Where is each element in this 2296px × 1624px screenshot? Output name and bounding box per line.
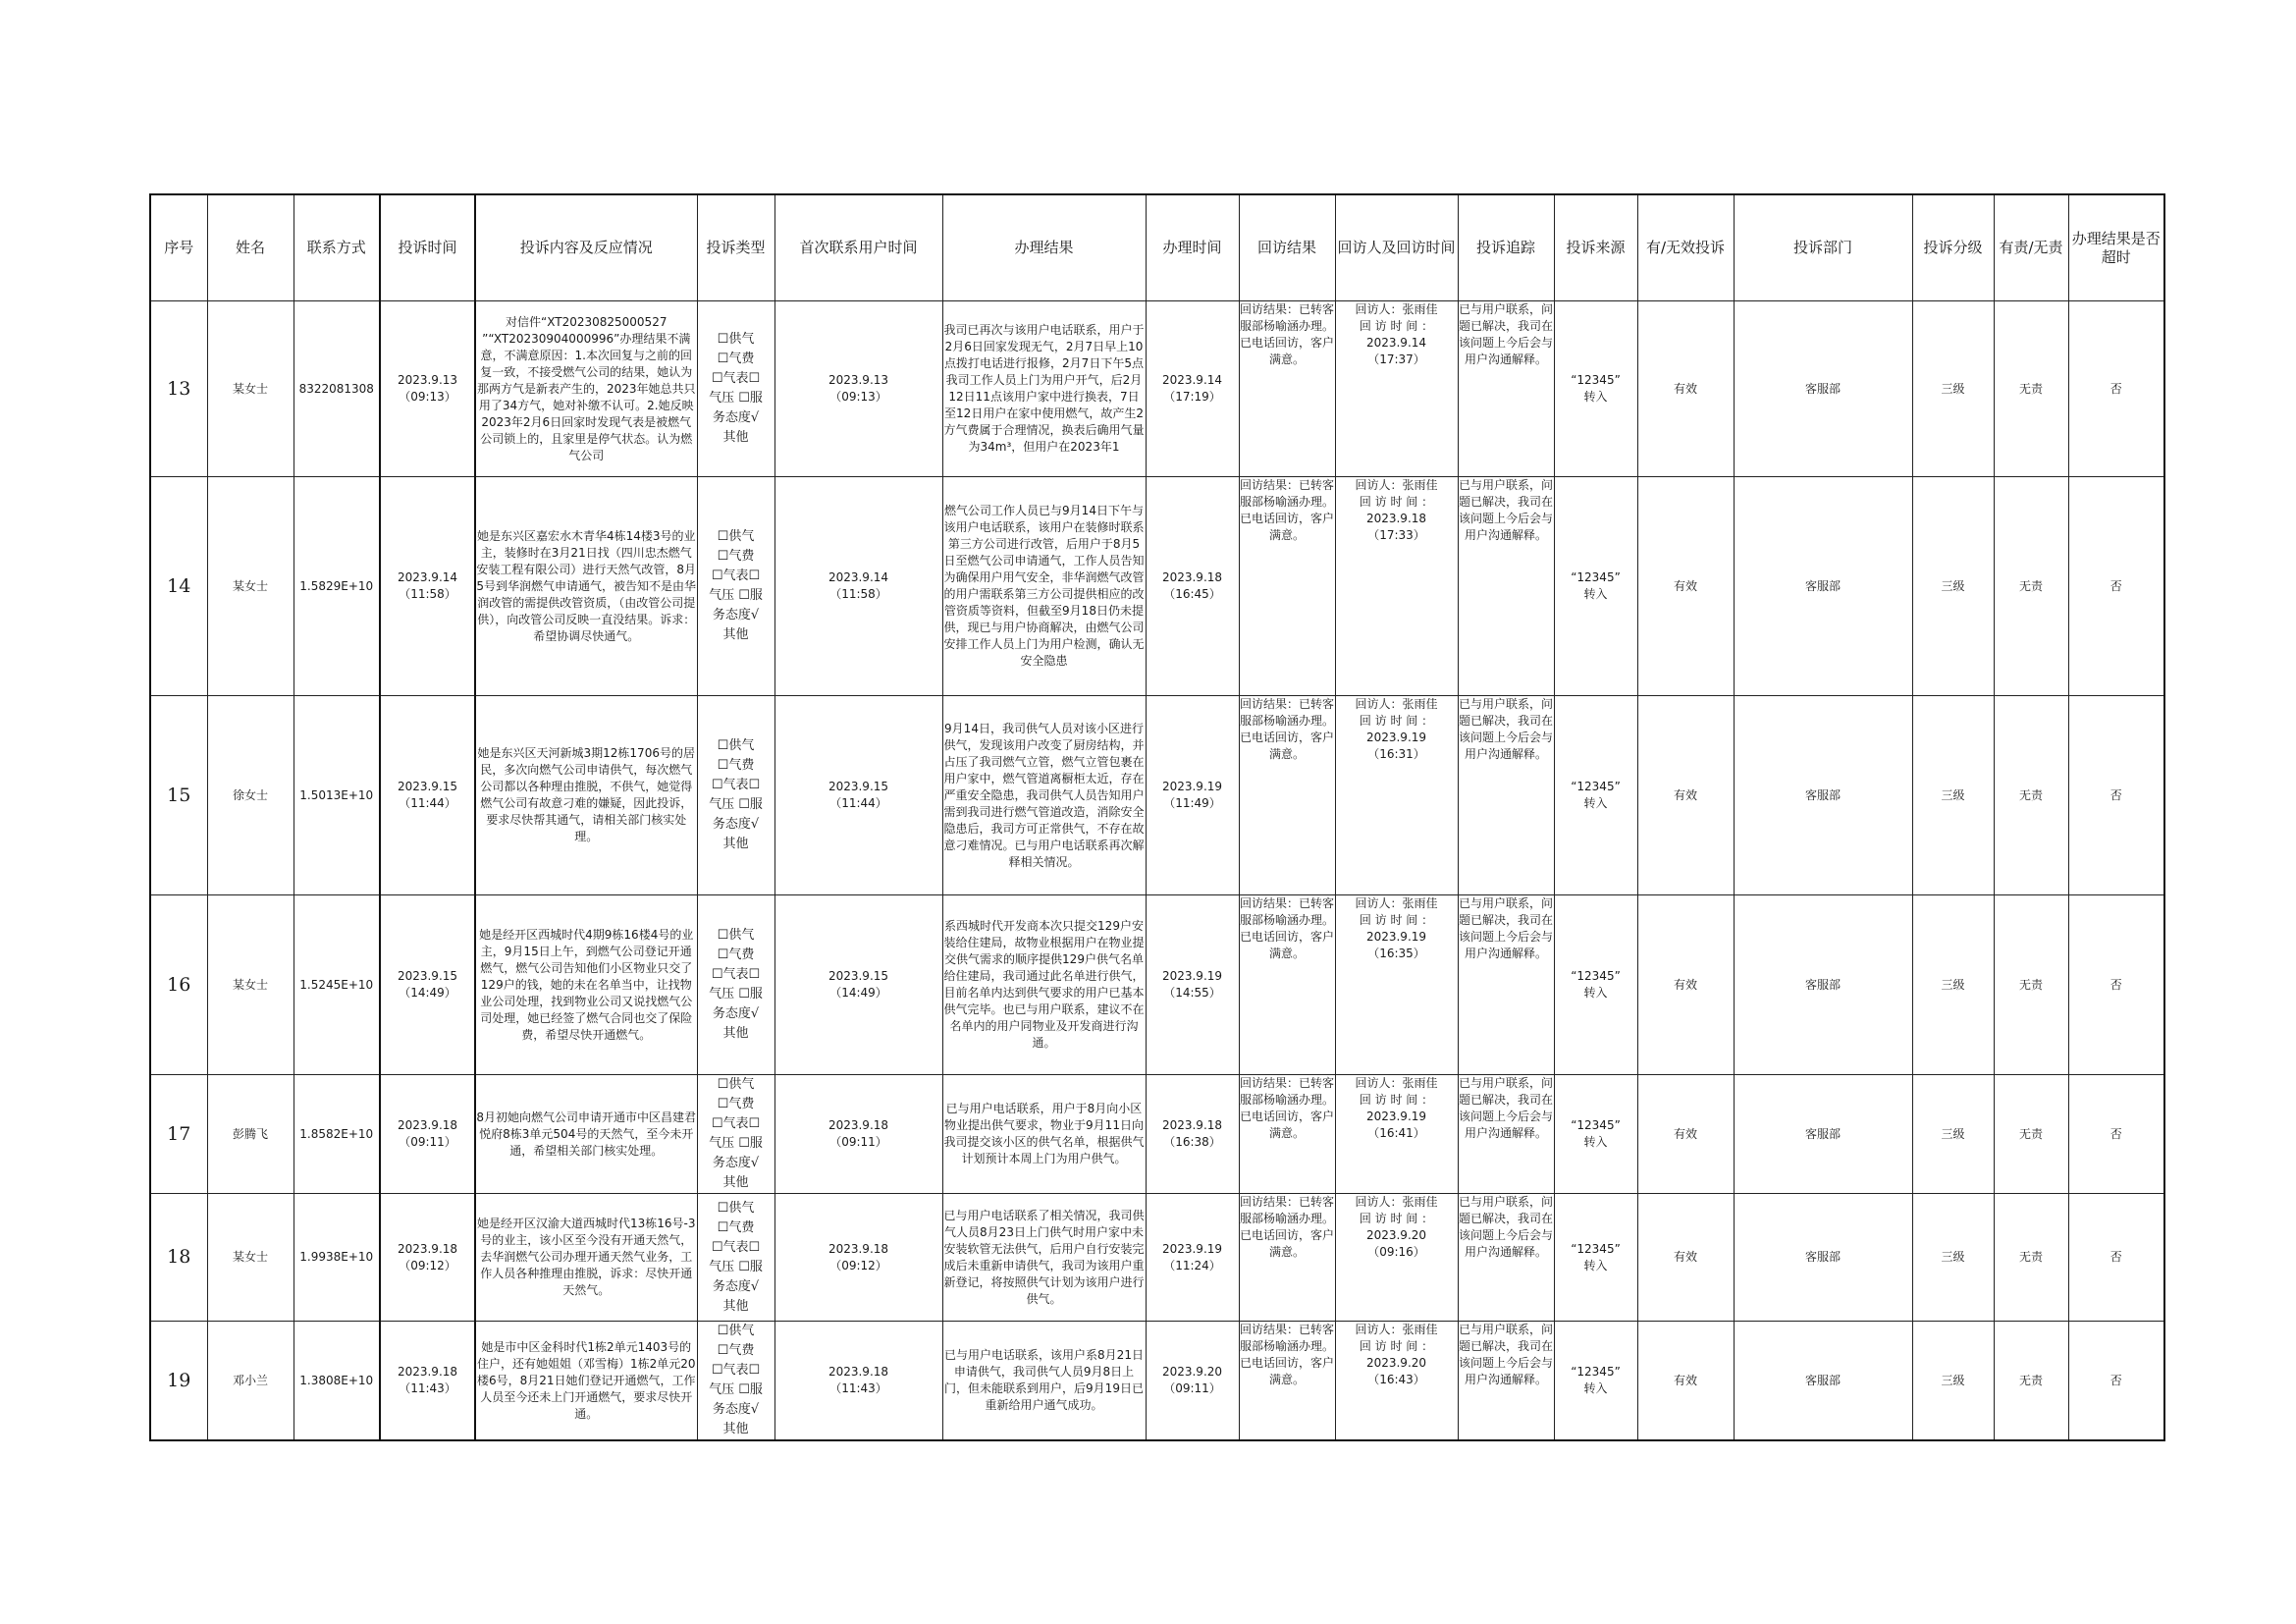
cell-seq: 16 — [150, 895, 207, 1075]
type-option: 其他 — [722, 1298, 749, 1314]
cell-complaint-time: 2023.9.13 （09:13） — [380, 301, 475, 477]
type-option: 务态度√ — [712, 1156, 760, 1170]
cell-level: 三级 — [1912, 477, 1994, 696]
cell-result — [942, 1322, 1146, 1441]
cell-content — [475, 301, 697, 477]
type-option: 气压 ☐服 — [709, 797, 763, 812]
cell-source: “12345” 转入 — [1554, 1075, 1637, 1194]
type-option: 其他 — [722, 1422, 749, 1436]
cell-phone: 1.8582E+10 — [294, 1075, 380, 1194]
cell-department: 客服部 — [1734, 895, 1912, 1075]
cell-department: 客服部 — [1734, 1322, 1912, 1441]
cell-overtime: 否 — [2068, 301, 2164, 477]
cell-name: 徐女士 — [207, 696, 294, 895]
cell-validity: 有效 — [1637, 696, 1734, 895]
cell-tracking: 已与用户联系，问题已解决，我司在该问题上今后会与用户沟通解释。 — [1458, 895, 1554, 1075]
cell-handle-time: 2023.9.18 （16:38） — [1146, 1075, 1239, 1194]
header-row — [150, 194, 2164, 301]
type-option: ☐供气 — [717, 928, 755, 943]
cell-overtime: 否 — [2068, 1075, 2164, 1194]
col-header-handle-time: 办理时间 — [1146, 194, 1239, 301]
cell-visitor: 回访人：张雨佳 回 访 时 间 ： 2023.9.20 （09:16） — [1335, 1194, 1458, 1322]
type-option: 气压 ☐服 — [709, 1259, 763, 1274]
type-option: ☐供气 — [717, 1200, 755, 1216]
type-option: 其他 — [722, 430, 749, 445]
cell-tracking: 已与用户联系，问题已解决，我司在该问题上今后会与用户沟通解释。 — [1458, 477, 1554, 696]
type-option: ☐气费 — [717, 1097, 755, 1111]
type-option: ☐气表☐ — [711, 1116, 761, 1131]
cell-validity: 有效 — [1637, 477, 1734, 696]
cell-tracking: 已与用户联系，问题已解决，我司在该问题上今后会与用户沟通解释。 — [1458, 301, 1554, 477]
type-option: ☐气表☐ — [711, 778, 761, 792]
cell-type — [697, 1075, 774, 1194]
cell-content — [475, 895, 697, 1075]
cell-level: 三级 — [1912, 1322, 1994, 1441]
cell-phone: 8322081308 — [294, 301, 380, 477]
cell-visit-result: 回访结果：已转客服部杨喻涵办理。已电话回访，客户满意。 — [1239, 1075, 1335, 1194]
type-option: 务态度√ — [712, 410, 760, 425]
cell-visitor: 回访人：张雨佳 回 访 时 间 ： 2023.9.20 （16:43） — [1335, 1322, 1458, 1441]
cell-handle-time: 2023.9.19 （11:24） — [1146, 1194, 1239, 1322]
cell-phone: 1.9938E+10 — [294, 1194, 380, 1322]
cell-tracking: 已与用户联系，问题已解决，我司在该问题上今后会与用户沟通解释。 — [1458, 1194, 1554, 1322]
type-option: ☐气费 — [717, 549, 755, 564]
cell-responsibility: 无责 — [1994, 1194, 2068, 1322]
type-option: 其他 — [722, 837, 749, 851]
cell-handle-time: 2023.9.14 （17:19） — [1146, 301, 1239, 477]
cell-handle-time: 2023.9.20 （09:11） — [1146, 1322, 1239, 1441]
col-header-content: 投诉内容及反应情况 — [475, 194, 697, 301]
type-option: 务态度√ — [712, 1402, 760, 1417]
cell-phone: 1.5013E+10 — [294, 696, 380, 895]
cell-source: “12345” 转入 — [1554, 696, 1637, 895]
col-header-complaint-time: 投诉时间 — [380, 194, 475, 301]
type-option: ☐供气 — [717, 1324, 755, 1338]
cell-seq: 13 — [150, 301, 207, 477]
cell-seq: 18 — [150, 1194, 207, 1322]
cell-source: “12345” 转入 — [1554, 301, 1637, 477]
type-option: 务态度√ — [712, 1006, 760, 1021]
cell-phone: 1.5245E+10 — [294, 895, 380, 1075]
type-option: ☐供气 — [717, 738, 755, 753]
result-text: 燃气公司工作人员已与9月14日下午与该用户电话联系，该用户在装修时联系第三方公司进行改管，后用户于8月5日至燃气公司申请通气，工作人员告知为确保用户用气安全，非华润燃气改管的用户需联系第三方公司提供相应的改管资质等资料，但截至9月18日仍未提供，现已与用户协商解决，由燃气公司安排工作人员上门为用户检测，确认无安全隐患 — [943, 504, 1145, 668]
cell-overtime: 否 — [2068, 895, 2164, 1075]
cell-overtime: 否 — [2068, 1194, 2164, 1322]
cell-type — [697, 895, 774, 1075]
result-text: 9月14日，我司供气人员对该小区进行供气，发现该用户改变了厨房结构，并占压了我司燃气立管，燃气立管包裹在用户家中，燃气管道离橱柜太近，存在严重安全隐患，我司供气人员告知用户需到我司进行燃气管道改造，消除安全隐患后，我司方可正常供气，不存在故意刁难情况。已与用户电话联系再次解释相关情况。 — [943, 721, 1145, 869]
cell-complaint-time: 2023.9.15 （14:49） — [380, 895, 475, 1075]
cell-visitor: 回访人：张雨佳 回 访 时 间 ： 2023.9.18 （17:33） — [1335, 477, 1458, 696]
cell-source: “12345” 转入 — [1554, 895, 1637, 1075]
cell-validity: 有效 — [1637, 1194, 1734, 1322]
table-row — [150, 477, 2164, 696]
type-option: 气压 ☐服 — [709, 1136, 763, 1151]
cell-first-contact: 2023.9.18 （09:12） — [774, 1194, 942, 1322]
type-option: ☐供气 — [717, 1077, 755, 1092]
type-option: ☐气表☐ — [711, 568, 761, 583]
cell-overtime: 否 — [2068, 477, 2164, 696]
cell-responsibility: 无责 — [1994, 301, 2068, 477]
cell-first-contact: 2023.9.15 （11:44） — [774, 696, 942, 895]
content-text: 她是经开区汉渝大道西城时代13栋16号-3号的业主，该小区至今没有开通天然气，去华润燃气公司办理开通天然气业务，工作人员各种推理由推脱，诉求：尽快开通天然气。 — [476, 1217, 696, 1297]
type-option: ☐气费 — [717, 947, 755, 962]
type-option: 务态度√ — [712, 608, 760, 623]
col-header-name: 姓名 — [207, 194, 294, 301]
result-text: 已与用户电话联系，该用户系8月21日申请供气，我司供气人员9月8日上门，但未能联系到用户，后9月19日已重新给用户通气成功。 — [944, 1348, 1144, 1412]
cell-tracking: 已与用户联系，问题已解决，我司在该问题上今后会与用户沟通解释。 — [1458, 1075, 1554, 1194]
type-option: 务态度√ — [712, 817, 760, 832]
type-option: ☐供气 — [717, 529, 755, 544]
content-text: 她是东兴区嘉宏水木青华4栋14楼3号的业主，装修时在3月21日找（四川忠杰燃气安装工程有限公司）进行天然气改管，8月5号到华润燃气申请通气，被告知不是由华润改管的需提供改管资质，（由改管公司提供），向改管公司反映一直没结果。诉求：希望协调尽快通气。 — [476, 528, 697, 643]
cell-first-contact: 2023.9.14 （11:58） — [774, 477, 942, 696]
cell-result — [942, 477, 1146, 696]
cell-result — [942, 301, 1146, 477]
cell-visit-result: 回访结果：已转客服部杨喻涵办理。已电话回访，客户满意。 — [1239, 301, 1335, 477]
cell-name: 某女士 — [207, 477, 294, 696]
cell-department: 客服部 — [1734, 301, 1912, 477]
type-option: 其他 — [722, 1175, 749, 1190]
result-text: 我司已再次与该用户电话联系，用户于2月6日回家发现无气，2月7日早上10点拨打电话进行报修，2月7日下午5点我司工作人员上门为用户开气，后2月12日11点该用户家中进行换表，7日至12日用户在家中使用燃气，故产生2方气费属于合理情况，换表后确用气量为34m³，但用户在2023年1 — [943, 323, 1145, 454]
cell-type — [697, 1322, 774, 1441]
cell-name: 彭腾飞 — [207, 1075, 294, 1194]
cell-visitor: 回访人：张雨佳 回 访 时 间 ： 2023.9.19 （16:35） — [1335, 895, 1458, 1075]
table-row — [150, 1194, 2164, 1322]
cell-responsibility: 无责 — [1994, 895, 2068, 1075]
cell-first-contact: 2023.9.13 （09:13） — [774, 301, 942, 477]
cell-visitor: 回访人：张雨佳 回 访 时 间 ： 2023.9.19 （16:41） — [1335, 1075, 1458, 1194]
col-header-source: 投诉来源 — [1554, 194, 1637, 301]
cell-level: 三级 — [1912, 1075, 1994, 1194]
type-option: ☐气费 — [717, 758, 755, 773]
content-text: 她是经开区西城时代4期9栋16楼4号的业主，9月15日上午，到燃气公司登记开通燃气，燃气公司告知他们小区物业只交了129户的钱，她的未在名单当中，让找物业公司处理，找到物业公司又说找燃气公司处理，她已经签了燃气合同也交了保险费，希望尽快开通燃气。 — [479, 927, 694, 1042]
cell-content — [475, 1075, 697, 1194]
cell-seq: 15 — [150, 696, 207, 895]
cell-handle-time: 2023.9.19 （11:49） — [1146, 696, 1239, 895]
cell-level: 三级 — [1912, 696, 1994, 895]
cell-visit-result: 回访结果：已转客服部杨喻涵办理。已电话回访，客户满意。 — [1239, 1194, 1335, 1322]
cell-seq: 14 — [150, 477, 207, 696]
cell-visitor: 回访人：张雨佳 回 访 时 间 ： 2023.9.14 （17:37） — [1335, 301, 1458, 477]
type-option: 气压 ☐服 — [709, 1382, 763, 1397]
cell-department: 客服部 — [1734, 477, 1912, 696]
result-text: 已与用户电话联系，用户于8月向小区物业提出供气要求，物业于9月11日向我司提交该小区的供气名单，根据供气计划预计本周上门为用户供气。 — [943, 1102, 1145, 1165]
content-text: 对信件“XT20230825000527 ”“XT20230904000996”办理结果不满意，不满意原因：1.本次回复与之前的回复一致，不接受燃气公司的结果，她认为那两方气是新表产生的，2023年她总共只用了34方气，她对补缴不认可。2.她反映2023年2月6日回家时发现气表是被燃气公司锁上的，且家里是停气状态。认为燃气公司 — [476, 314, 696, 462]
col-header-contact: 联系方式 — [294, 194, 380, 301]
cell-responsibility: 无责 — [1994, 477, 2068, 696]
type-option: ☐气表☐ — [711, 1363, 761, 1378]
type-option: 其他 — [722, 1026, 749, 1041]
complaint-table — [149, 193, 2165, 1441]
table-row — [150, 1075, 2164, 1194]
cell-source: “12345” 转入 — [1554, 1322, 1637, 1441]
type-option: 气压 ☐服 — [709, 588, 763, 603]
result-text: 系西城时代开发商本次只提交129户安装给住建局，故物业根据用户在物业提交供气需求的顺序提供129户供气名单给住建局，我司通过此名单进行供气，目前名单内达到供气要求的用户已基本供气完毕。也已与用户联系，建议不在名单内的用户同物业及开发商进行沟通。 — [943, 919, 1145, 1050]
col-header-first-contact: 首次联系用户时间 — [774, 194, 942, 301]
type-option: 其他 — [722, 627, 749, 642]
cell-source: “12345” 转入 — [1554, 477, 1637, 696]
type-option: ☐气费 — [717, 1219, 755, 1235]
cell-tracking: 已与用户联系，问题已解决，我司在该问题上今后会与用户沟通解释。 — [1458, 696, 1554, 895]
col-header-overtime: 办理结果是否超时 — [2068, 194, 2164, 301]
type-option: ☐气表☐ — [711, 371, 761, 386]
type-option: 务态度√ — [712, 1278, 760, 1294]
cell-complaint-time: 2023.9.18 （11:43） — [380, 1322, 475, 1441]
cell-responsibility: 无责 — [1994, 696, 2068, 895]
col-header-responsibility: 有责/无责 — [1994, 194, 2068, 301]
cell-content — [475, 477, 697, 696]
cell-handle-time: 2023.9.19 （14:55） — [1146, 895, 1239, 1075]
cell-visit-result: 回访结果：已转客服部杨喻涵办理。已电话回访，客户满意。 — [1239, 1322, 1335, 1441]
cell-validity: 有效 — [1637, 895, 1734, 1075]
cell-seq: 19 — [150, 1322, 207, 1441]
cell-type — [697, 1194, 774, 1322]
cell-visitor: 回访人：张雨佳 回 访 时 间 ： 2023.9.19 （16:31） — [1335, 696, 1458, 895]
cell-name: 某女士 — [207, 1194, 294, 1322]
col-header-visit-result: 回访结果 — [1239, 194, 1335, 301]
col-header-visitor: 回访人及回访时间 — [1335, 194, 1458, 301]
cell-phone: 1.3808E+10 — [294, 1322, 380, 1441]
cell-result — [942, 895, 1146, 1075]
result-text: 已与用户电话联系了相关情况，我司供气人员8月23日上门供气时用户家中未安装软管无法供气，后用户自行安装完成后未重新申请供气，我司为该用户重新登记，将按照供气计划为该用户进行供气。 — [943, 1208, 1145, 1306]
cell-responsibility: 无责 — [1994, 1322, 2068, 1441]
table-row — [150, 895, 2164, 1075]
cell-type — [697, 301, 774, 477]
table-row — [150, 1322, 2164, 1441]
cell-content — [475, 696, 697, 895]
cell-type — [697, 477, 774, 696]
table-body — [150, 301, 2164, 1441]
cell-phone: 1.5829E+10 — [294, 477, 380, 696]
cell-first-contact: 2023.9.15 （14:49） — [774, 895, 942, 1075]
cell-result — [942, 696, 1146, 895]
cell-responsibility: 无责 — [1994, 1075, 2068, 1194]
content-text: 她是市中区金科时代1栋2单元1403号的住户，还有她姐姐（邓雪梅）1栋2单元20楼6号，8月21日她们登记开通燃气，工作人员至今还未上门开通燃气，要求尽快开通。 — [476, 1339, 696, 1421]
cell-department: 客服部 — [1734, 1075, 1912, 1194]
cell-source: “12345” 转入 — [1554, 1194, 1637, 1322]
cell-seq: 17 — [150, 1075, 207, 1194]
table-row — [150, 696, 2164, 895]
cell-first-contact: 2023.9.18 （09:11） — [774, 1075, 942, 1194]
cell-tracking: 已与用户联系，问题已解决，我司在该问题上今后会与用户沟通解释。 — [1458, 1322, 1554, 1441]
content-text: 8月初她向燃气公司申请开通市中区昌建君悦府8栋3单元504号的天然气，至今未开通，希望相关部门核实处理。 — [476, 1110, 697, 1158]
cell-complaint-time: 2023.9.15 （11:44） — [380, 696, 475, 895]
cell-level: 三级 — [1912, 895, 1994, 1075]
cell-handle-time: 2023.9.18 （16:45） — [1146, 477, 1239, 696]
cell-department: 客服部 — [1734, 1194, 1912, 1322]
cell-validity: 有效 — [1637, 1322, 1734, 1441]
cell-validity: 有效 — [1637, 301, 1734, 477]
type-option: ☐气费 — [717, 352, 755, 366]
cell-level: 三级 — [1912, 1194, 1994, 1322]
col-header-seq: 序号 — [150, 194, 207, 301]
type-option: 气压 ☐服 — [709, 987, 763, 1001]
type-option: ☐气表☐ — [711, 967, 761, 982]
type-option: 气压 ☐服 — [709, 391, 763, 406]
cell-overtime: 否 — [2068, 1322, 2164, 1441]
cell-type — [697, 696, 774, 895]
cell-visit-result: 回访结果：已转客服部杨喻涵办理。已电话回访，客户满意。 — [1239, 696, 1335, 895]
cell-validity: 有效 — [1637, 1075, 1734, 1194]
col-header-tracking: 投诉追踪 — [1458, 194, 1554, 301]
cell-name: 某女士 — [207, 895, 294, 1075]
cell-visit-result: 回访结果：已转客服部杨喻涵办理。已电话回访，客户满意。 — [1239, 477, 1335, 696]
cell-complaint-time: 2023.9.18 （09:12） — [380, 1194, 475, 1322]
cell-level: 三级 — [1912, 301, 1994, 477]
cell-name: 某女士 — [207, 301, 294, 477]
cell-complaint-time: 2023.9.14 （11:58） — [380, 477, 475, 696]
cell-first-contact: 2023.9.18 （11:43） — [774, 1322, 942, 1441]
type-option: ☐气表☐ — [711, 1239, 761, 1255]
type-option: ☐供气 — [717, 332, 755, 347]
col-header-type: 投诉类型 — [697, 194, 774, 301]
cell-result — [942, 1194, 1146, 1322]
cell-content — [475, 1322, 697, 1441]
cell-complaint-time: 2023.9.18 （09:11） — [380, 1075, 475, 1194]
col-header-result: 办理结果 — [942, 194, 1146, 301]
cell-content — [475, 1194, 697, 1322]
col-header-level: 投诉分级 — [1912, 194, 1994, 301]
cell-result — [942, 1075, 1146, 1194]
cell-overtime: 否 — [2068, 696, 2164, 895]
cell-department: 客服部 — [1734, 696, 1912, 895]
content-text: 她是东兴区天河新城3期12栋1706号的居民，多次向燃气公司申请供气，每次燃气公司都以各种理由推脱，不供气，她觉得燃气公司有故意刁难的嫌疑，因此投诉，要求尽快帮其通气，请相关部门核实处理。 — [477, 746, 695, 843]
col-header-validity: 有/无效投诉 — [1637, 194, 1734, 301]
type-option: ☐气费 — [717, 1343, 755, 1358]
cell-name: 邓小兰 — [207, 1322, 294, 1441]
table-row — [150, 301, 2164, 477]
cell-visit-result: 回访结果：已转客服部杨喻涵办理。已电话回访，客户满意。 — [1239, 895, 1335, 1075]
col-header-department: 投诉部门 — [1734, 194, 1912, 301]
